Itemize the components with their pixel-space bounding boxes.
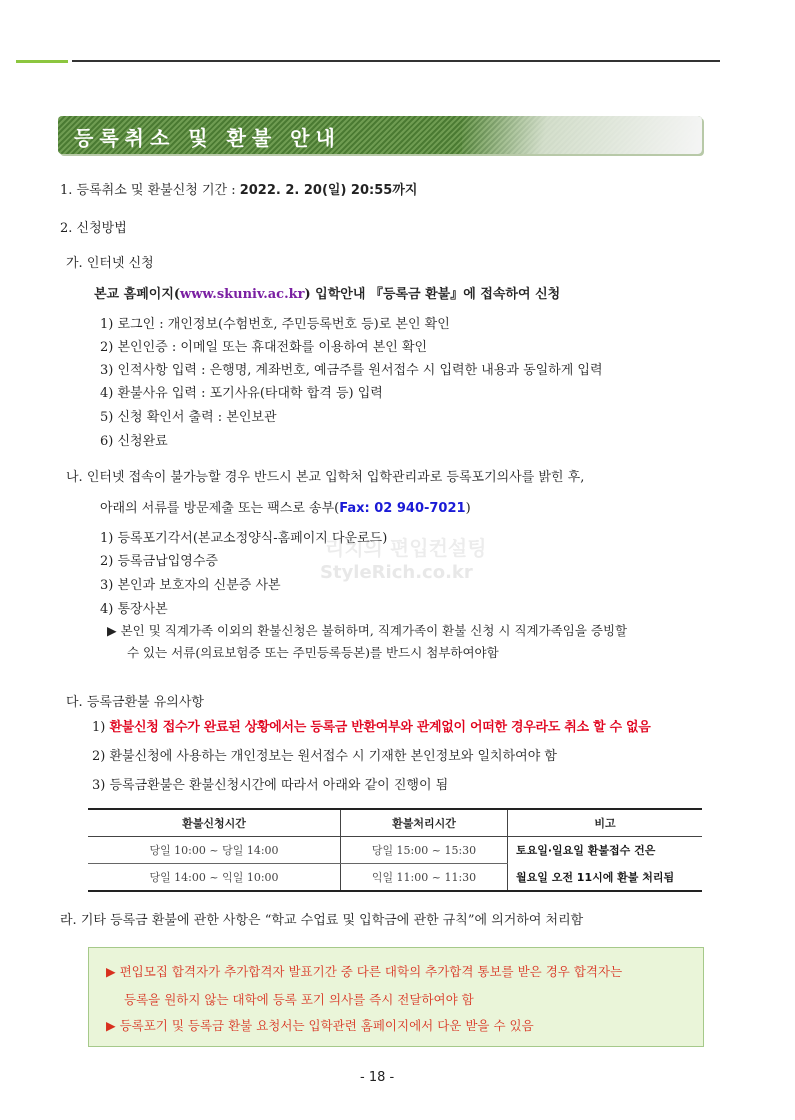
- banner-title: 등록취소 및 환불 안내: [74, 126, 341, 150]
- s1-deadline: 2022. 2. 20(일) 20:55까지: [239, 183, 418, 198]
- s1-label: 1. 등록취소 및 환불신청 기간 :: [60, 183, 240, 198]
- watermark-url: StyleRich.co.kr: [320, 562, 473, 583]
- b-line1: 나. 인터넷 접속이 불가능할 경우 반드시 본교 입학처 입학관리과로 등록포기의사를 밝힌 후,: [66, 470, 585, 485]
- notice-line1: ▶ 편입모집 합격자가 추가합격자 발표기간 중 다른 대학의 추가합격 통보를 받은 경우 합격자는: [106, 964, 623, 979]
- section-banner: [58, 116, 702, 154]
- table-header-cell: 환불신청시간: [88, 809, 341, 837]
- notice-line3: ▶ 등록포기 및 등록금 환불 요청서는 입학관련 홈페이지에서 다운 받을 수 있음: [106, 1018, 534, 1033]
- b-doc: 2) 등록금납입영수증: [100, 554, 218, 569]
- table-cell: 월요일 오전 11시에 환불 처리됨: [508, 864, 703, 892]
- c-item2: 2) 환불신청에 사용하는 개인정보는 원서접수 시 기재한 본인정보와 일치하여야 함: [92, 749, 557, 764]
- a-step: 1) 로그인 : 개인정보(수험번호, 주민등록번호 등)로 본인 확인: [100, 317, 450, 332]
- a-step: 2) 본인인증 : 이메일 또는 휴대전화를 이용하여 본인 확인: [100, 340, 428, 355]
- s2-heading: 2. 신청방법: [60, 221, 127, 236]
- header-rule: [72, 60, 720, 62]
- a-heading: 가. 인터넷 신청: [66, 256, 154, 271]
- a-internet-line: [94, 283, 560, 302]
- c-item3: 3) 등록금환불은 환불신청시간에 따라서 아래와 같이 진행이 됨: [92, 778, 449, 793]
- table-cell: 당일 15:00 ~ 15:30: [341, 837, 508, 864]
- table-row: [88, 864, 702, 892]
- s1-line: [60, 179, 417, 198]
- c-heading: 다. 등록금환불 유의사항: [66, 695, 204, 710]
- table-header-row: [88, 809, 702, 837]
- notice-line2: 등록을 원하지 않는 대학에 등록 포기 의사를 즉시 전달하여야 함: [124, 992, 474, 1007]
- a-line-post: ) 입학안내 『등록금 환불』에 접속하여 신청: [304, 287, 561, 302]
- b-doc: 4) 통장사본: [100, 602, 168, 617]
- page-number: - 18 -: [360, 1070, 395, 1085]
- table-cell: 당일 10:00 ~ 당일 14:00: [88, 837, 341, 864]
- header-accent-bar: [16, 60, 68, 63]
- refund-schedule-table: [88, 808, 702, 892]
- a-line-pre: 본교 홈페이지(: [94, 287, 181, 302]
- a-step: 6) 신청완료: [100, 434, 168, 449]
- b-line2: [100, 497, 471, 516]
- b-doc: 1) 등록포기각서(본교소정양식-홈페이지 다운로드): [100, 531, 388, 546]
- table-cell: 토요일·일요일 환불접수 건은: [508, 837, 703, 864]
- table-header-cell: 환불처리시간: [341, 809, 508, 837]
- table-header-cell: 비고: [508, 809, 703, 837]
- a-step: 4) 환불사유 입력 : 포기사유(타대학 합격 등) 입력: [100, 386, 383, 401]
- table-cell: 익일 11:00 ~ 11:30: [341, 864, 508, 892]
- table-cell: 당일 14:00 ~ 익일 10:00: [88, 864, 341, 892]
- d-line: 라. 기타 등록금 환불에 관한 사항은 “학교 수업료 및 입학금에 관한 규칙”에 의거하여 처리함: [60, 913, 584, 928]
- b-line2-post: ): [465, 501, 471, 516]
- homepage-link[interactable]: www.skuniv.ac.kr: [180, 287, 305, 302]
- b-line2-pre: 아래의 서류를 방문제출 또는 팩스로 송부(: [100, 501, 340, 516]
- watermark-text: 리치의 편입컨설팅: [325, 536, 487, 560]
- fax-number: Fax: 02 940-7021: [339, 501, 466, 516]
- b-doc: 3) 본인과 보호자의 신분증 사본: [100, 578, 281, 593]
- c-item1-num: 1): [92, 720, 110, 735]
- b-note-line2: 수 있는 서류(의료보험증 또는 주민등록등본)를 반드시 첨부하여야함: [127, 645, 499, 660]
- c-item1: [92, 716, 651, 735]
- c-item1-warning: 환불신청 접수가 완료된 상황에서는 등록금 반환여부와 관계없이 어떠한 경우라도 취소 할 수 없음: [109, 720, 651, 735]
- b-note-line1: ▶ 본인 및 직계가족 이외의 환불신청은 불허하며, 직계가족이 환불 신청 시 직계가족임을 증빙할: [107, 623, 628, 638]
- notice-box: [88, 947, 704, 1047]
- table-row: [88, 837, 702, 864]
- a-step: 3) 인적사항 입력 : 은행명, 계좌번호, 예금주를 원서접수 시 입력한 내용과 동일하게 입력: [100, 363, 603, 378]
- a-step: 5) 신청 확인서 출력 : 본인보관: [100, 410, 277, 425]
